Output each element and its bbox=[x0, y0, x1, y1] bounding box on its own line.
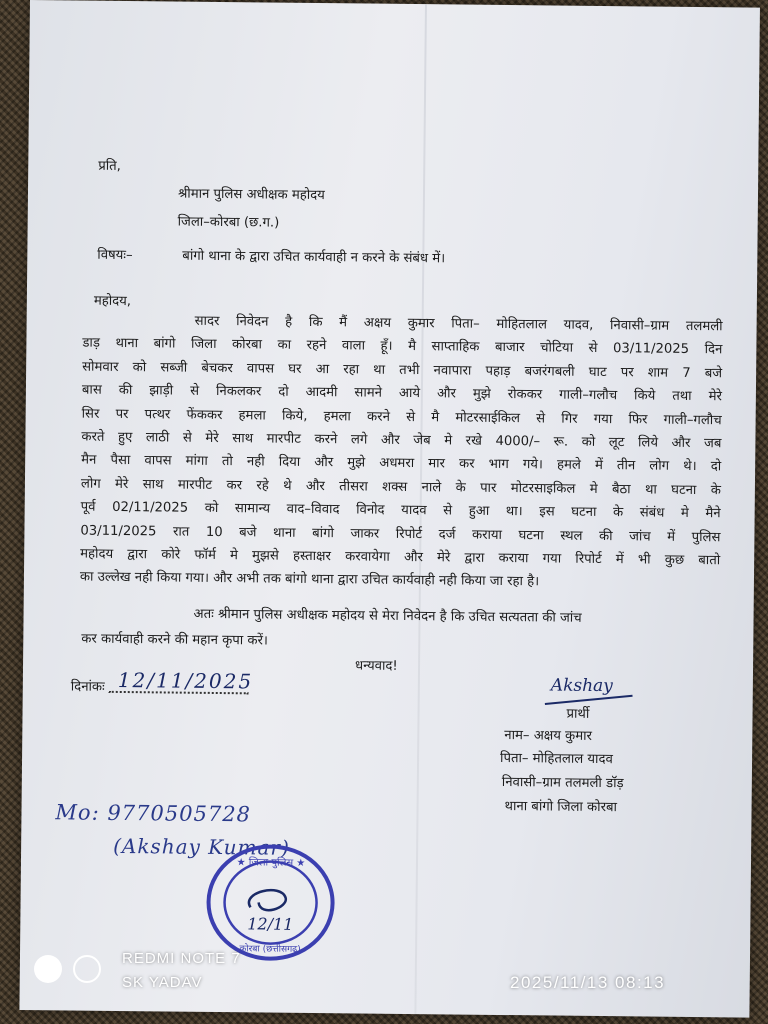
applicant-label: प्रार्थी bbox=[566, 706, 590, 722]
body-line: लोग मेरे साथ मारपीट कर रहे थे और तीसरा शक्स नाले के पार मोटरसाइकिल मे बैठा था घटना के bbox=[80, 476, 721, 499]
camera-watermark-logo bbox=[34, 955, 107, 987]
body-line: डाड़ थाना बांगो जिला कोरबा का रहने वाला हूँ। मै साप्ताहिक बाजार चोटिया से 03/11/2025 दिन bbox=[82, 335, 723, 358]
greeting: महोदय, bbox=[93, 293, 132, 310]
body-line: का उल्लेख नही किया गया। और अभी तक बांगो थाना द्वारा उचित कार्यवाही नही किया जा रहा है। bbox=[79, 570, 540, 590]
svg-text:★ जिला पुलिस ★: ★ जिला पुलिस ★ bbox=[236, 857, 306, 869]
office-stamp bbox=[200, 837, 341, 968]
watermark-owner: SK YADAV bbox=[122, 974, 203, 991]
watermark-dot-outline bbox=[73, 955, 101, 983]
body-line: सोमवार को सब्जी बेचकर वापस घर आ रहा था तभी नवापारा पहाड़ बजरंगबली घाट पर शाम 7 बजे bbox=[82, 359, 723, 382]
watermark-model: REDMI NOTE 7 bbox=[122, 950, 241, 967]
watermark-dot-filled bbox=[34, 955, 62, 983]
body-line: सिर पर पत्थर फेंककर हमला किये, हमला करने से मै मोटरसाईकिल से गिर गया फिर गाली–गलौच bbox=[81, 406, 722, 428]
applicant-residence: निवासी–ग्राम तलमली डॉड़ bbox=[501, 774, 624, 792]
request-paragraph bbox=[81, 601, 722, 660]
subject-text: बांगो थाना के द्वारा उचित कार्यवाही न करने के संबंध में। bbox=[182, 248, 446, 267]
request-line: अतः श्रीमान पुलिस अधीक्षक महोदय से मेरा निवेदन है कि उचित सत्यतता की जांच bbox=[193, 606, 582, 626]
body-line: पूर्व 02/11/2025 को सामान्य वाद–विवाद विनोद यादव से हुआ था। इस घटना के संबंध मे मैने bbox=[80, 499, 721, 522]
addressee: श्रीमान पुलिस अधीक्षक महोदय bbox=[177, 186, 325, 204]
body-line: 03/11/2025 रात 10 बजे थाना बांगो जाकर रिपोर्ट दर्ज कराया घटना स्थल की जांच में पुलिस bbox=[80, 523, 721, 545]
request-line: कर कार्यवाही करने की महान कृपा करें। bbox=[81, 631, 268, 649]
subject-label: विषयः– bbox=[97, 247, 133, 264]
body-line: करते हुए लाठी से मेरे साथ मारपीट करने लगे और जेब मे रखे 4000/– रू. को लूट लिये और जब bbox=[81, 429, 722, 452]
body-line: बास की झाड़ी से निकलकर दो आदमी सामने आये और मुझे रोककर गाली–गलौच किये तथा मेरे bbox=[81, 382, 722, 405]
handwritten-name: (Akshay Kumar) bbox=[113, 833, 290, 860]
handwritten-date: 12/11/2025 bbox=[117, 667, 254, 694]
watermark-datetime: 2025/11/13 08:13 bbox=[510, 973, 666, 992]
letter-paper bbox=[19, 0, 760, 1018]
applicant-police-station: थाना बांगो जिला कोरबा bbox=[504, 799, 618, 816]
district: जिला–कोरबा (छ.ग.) bbox=[177, 214, 280, 231]
letter-body bbox=[80, 309, 723, 597]
handwritten-mobile: Mo: 9770505728 bbox=[55, 800, 252, 827]
salutation: प्रति, bbox=[98, 158, 121, 174]
body-line: सादर निवेदन है कि मैं अक्षय कुमार पिता– मोहितलाल यादव, निवासी–ग्राम तलमली bbox=[194, 313, 723, 335]
stamp-handwritten-date: 12/11 bbox=[247, 914, 294, 934]
signature: Akshay bbox=[550, 675, 613, 697]
applicant-father: पिता– मोहितलाल यादव bbox=[500, 750, 613, 768]
body-line: महोदय द्वारा कोरे फॉर्म मे मुझसे हस्ताक्षर करवायेगा और मेरे द्वारा कराया गया रिपोर्ट में भी कुछ बातो bbox=[80, 546, 721, 569]
applicant-name: नाम– अक्षय कुमार bbox=[504, 728, 593, 744]
date-label: दिनांकः bbox=[70, 679, 105, 695]
body-line: मैन पैसा वापस मांगा तो नही दिया और मुझे अधमरा मार कर भाग गये। हमले में तीन लोग थे। दो bbox=[81, 452, 722, 475]
thanks: धन्यवाद! bbox=[354, 658, 398, 674]
svg-text:कोरबा (छत्तीसगढ़): कोरबा (छत्तीसगढ़) bbox=[239, 944, 301, 955]
